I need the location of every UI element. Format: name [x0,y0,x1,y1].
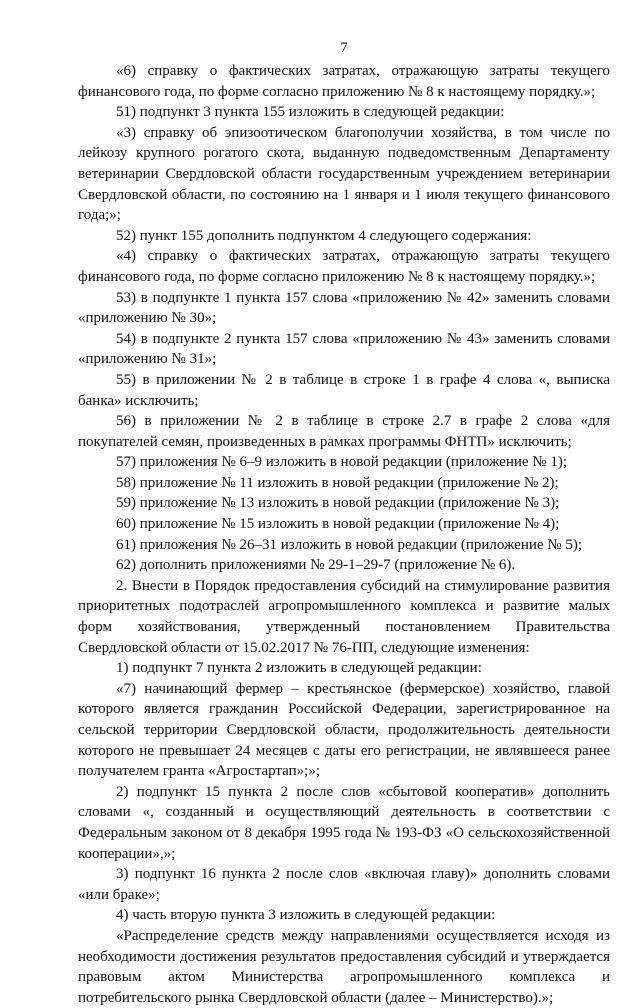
paragraph: «7) начинающий фермер – крестьянское (фермерское) хозяйство, главой которого является гражданин Российской Федерации, зарегистрированное на сельской территории Свердловской области, продолжительность деятельности которого не превышает 24 месяцев с даты его регистрации, не являвшееся ранее получателем гранта «Агростартап»;»; [78,680,610,780]
paragraph: 57) приложения № 6–9 изложить в новой редакции (приложение № 1); [116,454,568,471]
paragraph: «3) справку об эпизоотическом благополучии хозяйства, в том числе по лейкозу крупного рогатого скота, выданную подведомственным Департаменту ветеринарии Свердловской области государственным учреждением ветеринарии Свердловской области, по состоянию на 1 января и 1 июля текущего финансового года;»; [78,124,610,224]
paragraph: 59) приложение № 13 изложить в новой редакции (приложение № 3); [116,495,560,512]
paragraph: 53) в подпункте 1 пункта 157 слова «приложению № 42» заменить словами «приложению № 30»; [78,289,610,327]
paragraph: «6) справку о фактических затратах, отражающую затраты текущего финансового года, по форме согласно приложению № 8 к настоящему порядку.»; [78,63,610,100]
paragraph: 2. Внести в Порядок предоставления субсидий на стимулирование развития приоритетных подотраслей агропромышленного комплекса и развитие малых форм хозяйствования, утвержденный постановлением Правительства Свердловской области от 15.02.2017 № 76-ПП, следующие изменения: [78,577,610,656]
paragraph: «Распределение средств между направлениями осуществляется исходя из необходимости достижения результатов предоставления субсидий и утверждается правовым актом Министерства агропромышленного комплекса и потребительского рынка Свердловской области (далее – Министерство).»; [78,927,610,1006]
paragraph: 51) подпункт 3 пункта 155 изложить в следующей редакции: [116,104,505,121]
paragraph: 4) часть вторую пункта 3 изложить в следующей редакции: [116,907,496,924]
paragraph: 62) дополнить приложениями № 29-1–29-7 (приложение № 6). [116,557,516,574]
paragraph: 61) приложения № 26–31 изложить в новой редакции (приложение № 5); [116,536,583,553]
document-page [78,40,610,1008]
paragraph: 60) приложение № 15 изложить в новой редакции (приложение № 4); [116,516,560,533]
paragraph: «4) справку о фактических затратах, отражающую затраты текущего финансового года, по форме согласно приложению № 8 к настоящему порядку.»; [78,248,610,285]
paragraph: 52) пункт 155 дополнить подпунктом 4 следующего содержания: [116,227,532,244]
paragraph: 3) подпункт 16 пункта 2 после слов «включая главу)» дополнить словами «или браке»; [78,866,610,903]
paragraph: 56) в приложении № 2 в таблице в строке 2.7 в графе 2 слова «для покупателей семян, произведенных в рамках программы ФНТП» исключить; [78,413,610,450]
paragraph: 55) в приложении № 2 в таблице в строке 1 в графе 4 слова «, выписка банка» исключить; [78,371,610,409]
paragraph: 54) в подпункте 2 пункта 157 слова «приложению № 43» заменить словами «приложению № 31»; [78,330,610,368]
page-number: 7 [340,40,348,56]
paragraph: 1) подпункт 7 пункта 2 изложить в следующей редакции: [116,660,482,677]
paragraph: 2) подпункт 15 пункта 2 после слов «сбытовой кооператив» дополнить словами «, созданный и осуществляющий деятельность в соответствии с Федеральным законом от 8 декабря 1995 года № 193-ФЗ «О сельскохозяйственной кооперации»,»; [78,783,610,862]
paragraph: 58) приложение № 11 изложить в новой редакции (приложение № 2); [116,474,559,491]
